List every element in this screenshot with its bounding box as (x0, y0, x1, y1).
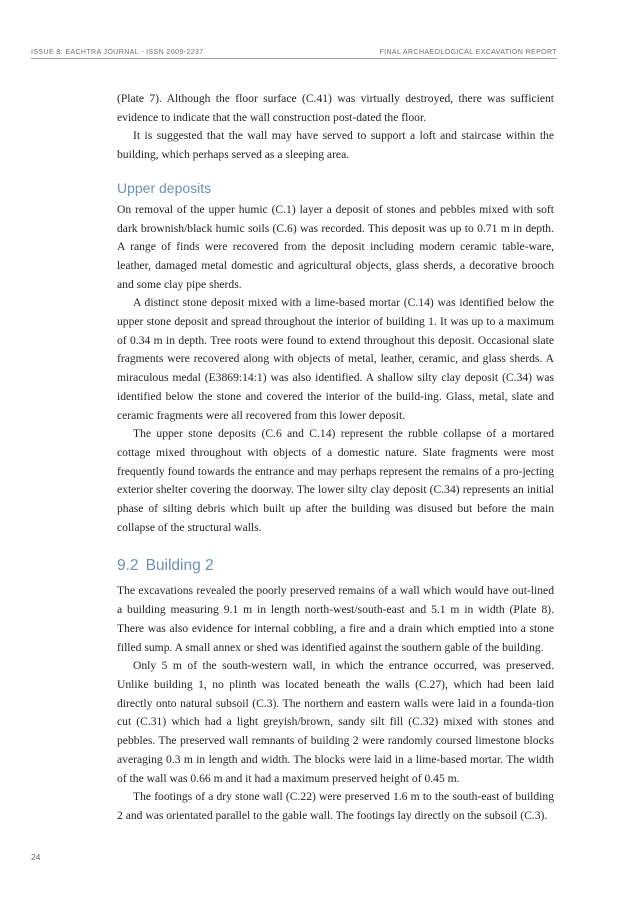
paragraph: The footings of a dry stone wall (C.22) were preserved 1.6 m to the south-east of building 2 and was orientated parallel to the gable wall. The footings lay directly on the subsoil (C.3). (117, 790, 554, 822)
body-text-column (117, 90, 554, 826)
report-title-label: FINAL ARCHAEOLOGICAL EXCAVATION REPORT (379, 49, 557, 56)
running-header (31, 44, 557, 56)
paragraph: It is suggested that the wall may have served to support a loft and staircase within the building, which perhaps served as a sleeping area. (117, 129, 554, 162)
paragraph: The upper stone deposits (C.6 and C.14) represent the rubble collapse of a mortared cottage mixed throughout with objects of a domestic nature. Slate fragments were most frequently found towards the entrance and may perhaps represent the remains of a pro-jecting exterior shelter covering the doorway. The lower silty clay deposit (C.34) represents an initial phase of silting debris which built up after the building was disused but before the main collapse of the structural walls. (117, 427, 554, 534)
journal-issue-label: ISSUE 8: EACHTRA JOURNAL - ISSN 2009-2237 (31, 49, 204, 56)
paragraph: On removal of the upper humic (C.1) layer a deposit of stones and pebbles mixed with soft dark brownish/black humic soils (C.6) was recorded. This deposit was up to 0.71 m in depth. A range of finds were recovered from the deposit including modern ceramic table-ware, leather, damaged metal domestic and agricultural objects, glass sherds, a decorative brooch and some clay pipe sherds. (117, 202, 554, 291)
section-title: Building 2 (145, 557, 214, 575)
header-divider (31, 58, 557, 59)
paragraph: Only 5 m of the south-western wall, in which the entrance occurred, was preserved. Unlike building 1, no plinth was located beneath the walls (C.27), which had been laid directly onto natural subsoil (C.3). The northern and eastern walls were laid in a founda-tion cut (C.31) which had a light greyish/brown, sandy silt fill (C.32) mixed with stones and pebbles. The preserved wall remnants of building 2 were randomly coursed limestone blocks averaging 0.3 m in length and width. The blocks were laid in a lime-based mortar. The width of the wall was 0.66 m and it had a maximum preserved height of 0.45 m. (117, 659, 554, 785)
page-number: 24 (31, 852, 41, 862)
section-heading-upper-deposits: Upper deposits (117, 179, 212, 196)
section-number: 9.2 (117, 557, 139, 575)
paragraph: (Plate 7). Although the floor surface (C.41) was virtually destroyed, there was sufficient evidence to indicate that the wall construction post-dated the floor. (117, 92, 554, 124)
paragraph: A distinct stone deposit mixed with a lime-based mortar (C.14) was identified below the upper stone deposit and spread throughout the interior of building 1. It was up to a maximum of 0.34 m in depth. Tree roots were found to extend throughout this deposit. Occasional slate fragments were recovered along with objects of metal, leather, ceramic, and glass sherds. A miraculous medal (E3869:14:1) was also identified. A shallow silty clay deposit (C.34) was identified below the stone and covered the interior of the build-ing. Glass, metal, slate and ceramic fragments were all recovered from this lower deposit. (117, 296, 554, 422)
paragraph: The excavations revealed the poorly preserved remains of a wall which would have out-lined a building measuring 9.1 m in length north-west/south-east and 5.1 m in width (Plate 8). There was also evidence for internal cobbling, a fire and a drain which emptied into a stone filled sump. A small annex or shed was identified against the southern gable of the building. (117, 584, 554, 654)
section-heading-building-2 (117, 556, 554, 576)
